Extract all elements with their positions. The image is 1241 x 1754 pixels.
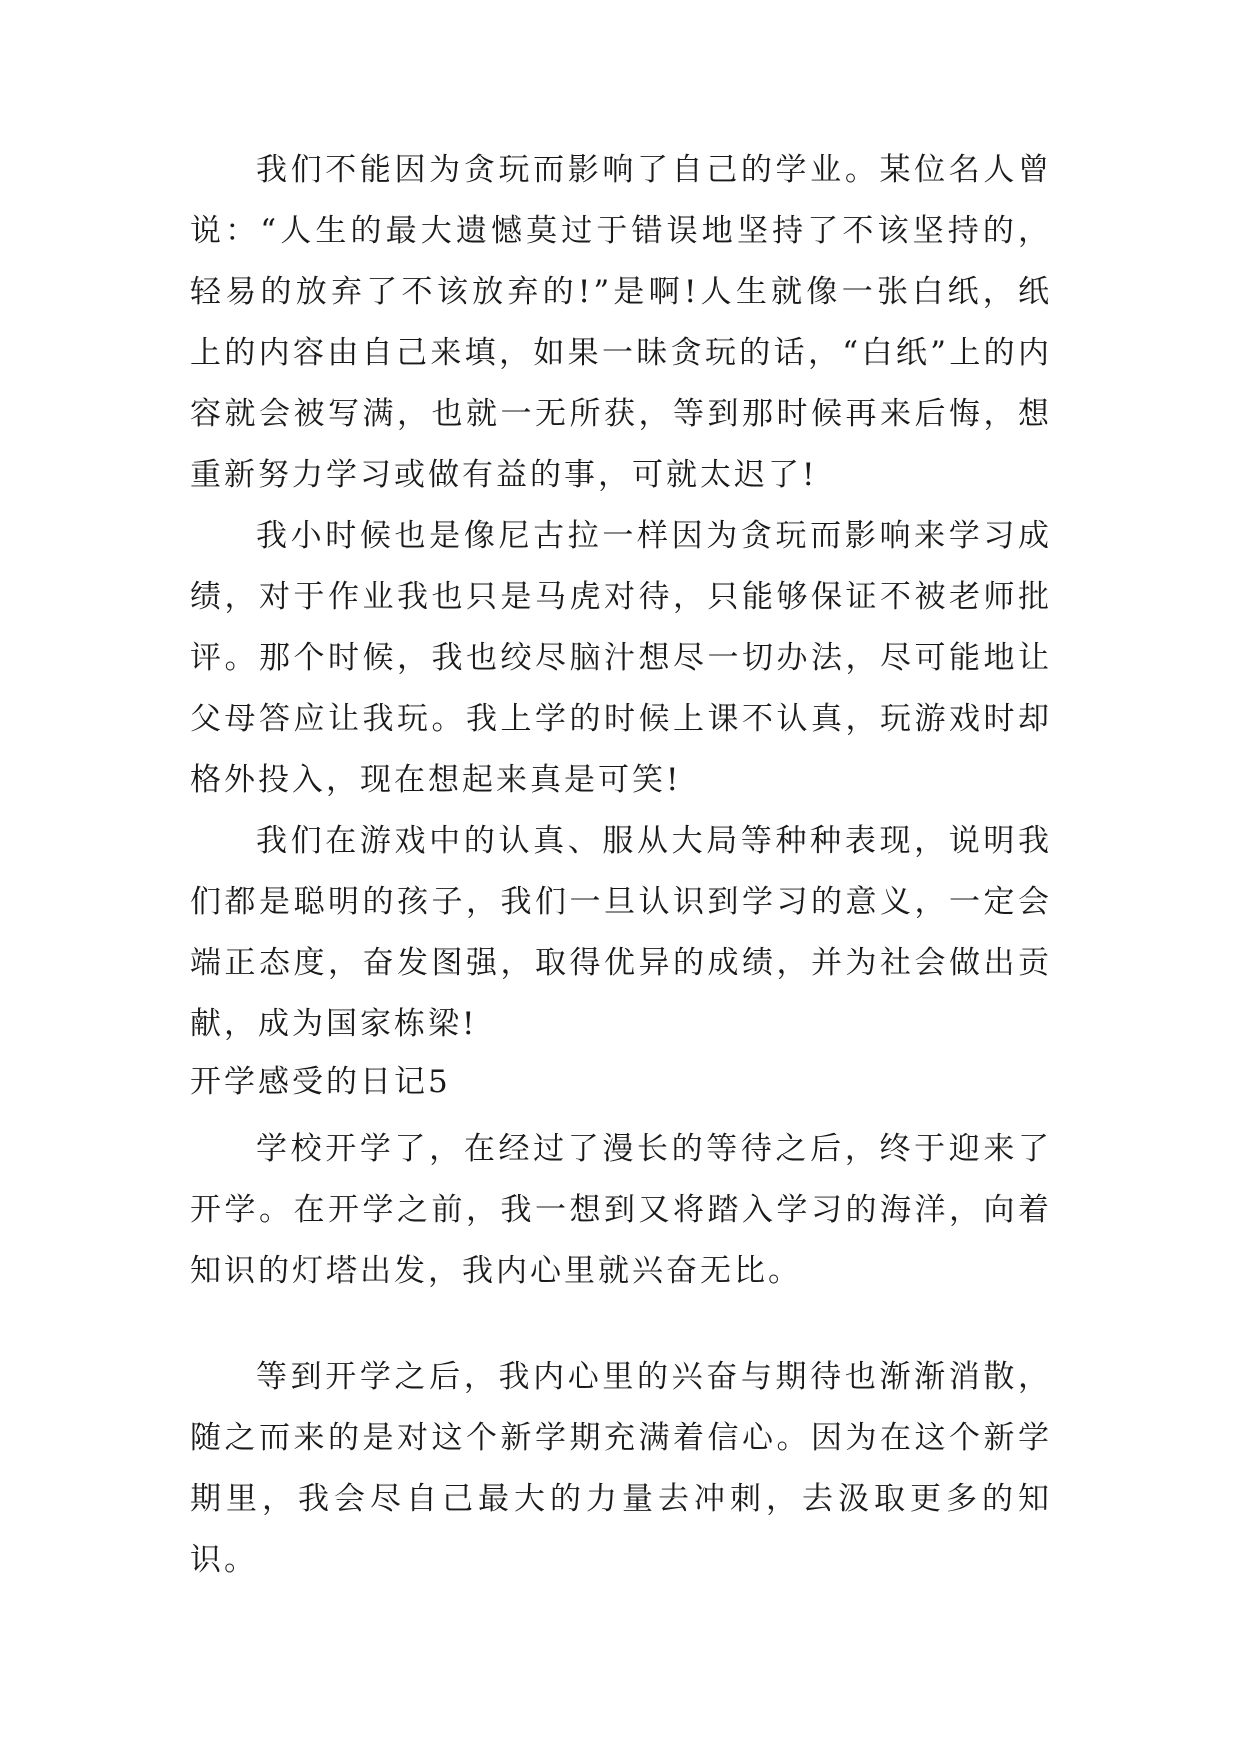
section-paragraph-1: 学校开学了，在经过了漫长的等待之后，终于迎来了开学。在开学之前，我一想到又将踏入学习的海洋，向着知识的灯塔出发，我内心里就兴奋无比。 — [190, 1131, 1052, 1289]
body-text-top — [190, 140, 1052, 1055]
paragraph-3: 我们在游戏中的认真、服从大局等种种表现，说明我们都是聪明的孩子，我们一旦认识到学习的意义，一定会端正态度，奋发图强，取得优异的成绩，并为社会做出贡献，成为国家栋梁! — [190, 823, 1052, 1042]
section-title: 开学感受的日记5 — [190, 1064, 451, 1100]
paragraph-1: 我们不能因为贪玩而影响了自己的学业。某位名人曾说：“人生的最大遗憾莫过于错误地坚持了不该坚持的，轻易的放弃了不该放弃的!”是啊!人生就像一张白纸，纸上的内容由自己来填，如果一昧贪玩的话，“白纸”上的内容就会被写满，也就一无所获，等到那时候再来后悔，想重新努力学习或做有益的事，可就太迟了! — [190, 152, 1052, 493]
section-body-2 — [190, 1347, 1052, 1591]
paragraph-2: 我小时候也是像尼古拉一样因为贪玩而影响来学习成绩，对于作业我也只是马虎对待，只能够保证不被老师批评。那个时候，我也绞尽脑汁想尽一切办法，尽可能地让父母答应让我玩。我上学的时候上课不认真，玩游戏时却格外投入，现在想起来真是可笑! — [190, 518, 1052, 798]
section-paragraph-2: 等到开学之后，我内心里的兴奋与期待也渐渐消散，随之而来的是对这个新学期充满着信心。因为在这个新学期里，我会尽自己最大的力量去冲刺，去汲取更多的知识。 — [190, 1359, 1052, 1578]
section-body-1 — [190, 1119, 1052, 1302]
